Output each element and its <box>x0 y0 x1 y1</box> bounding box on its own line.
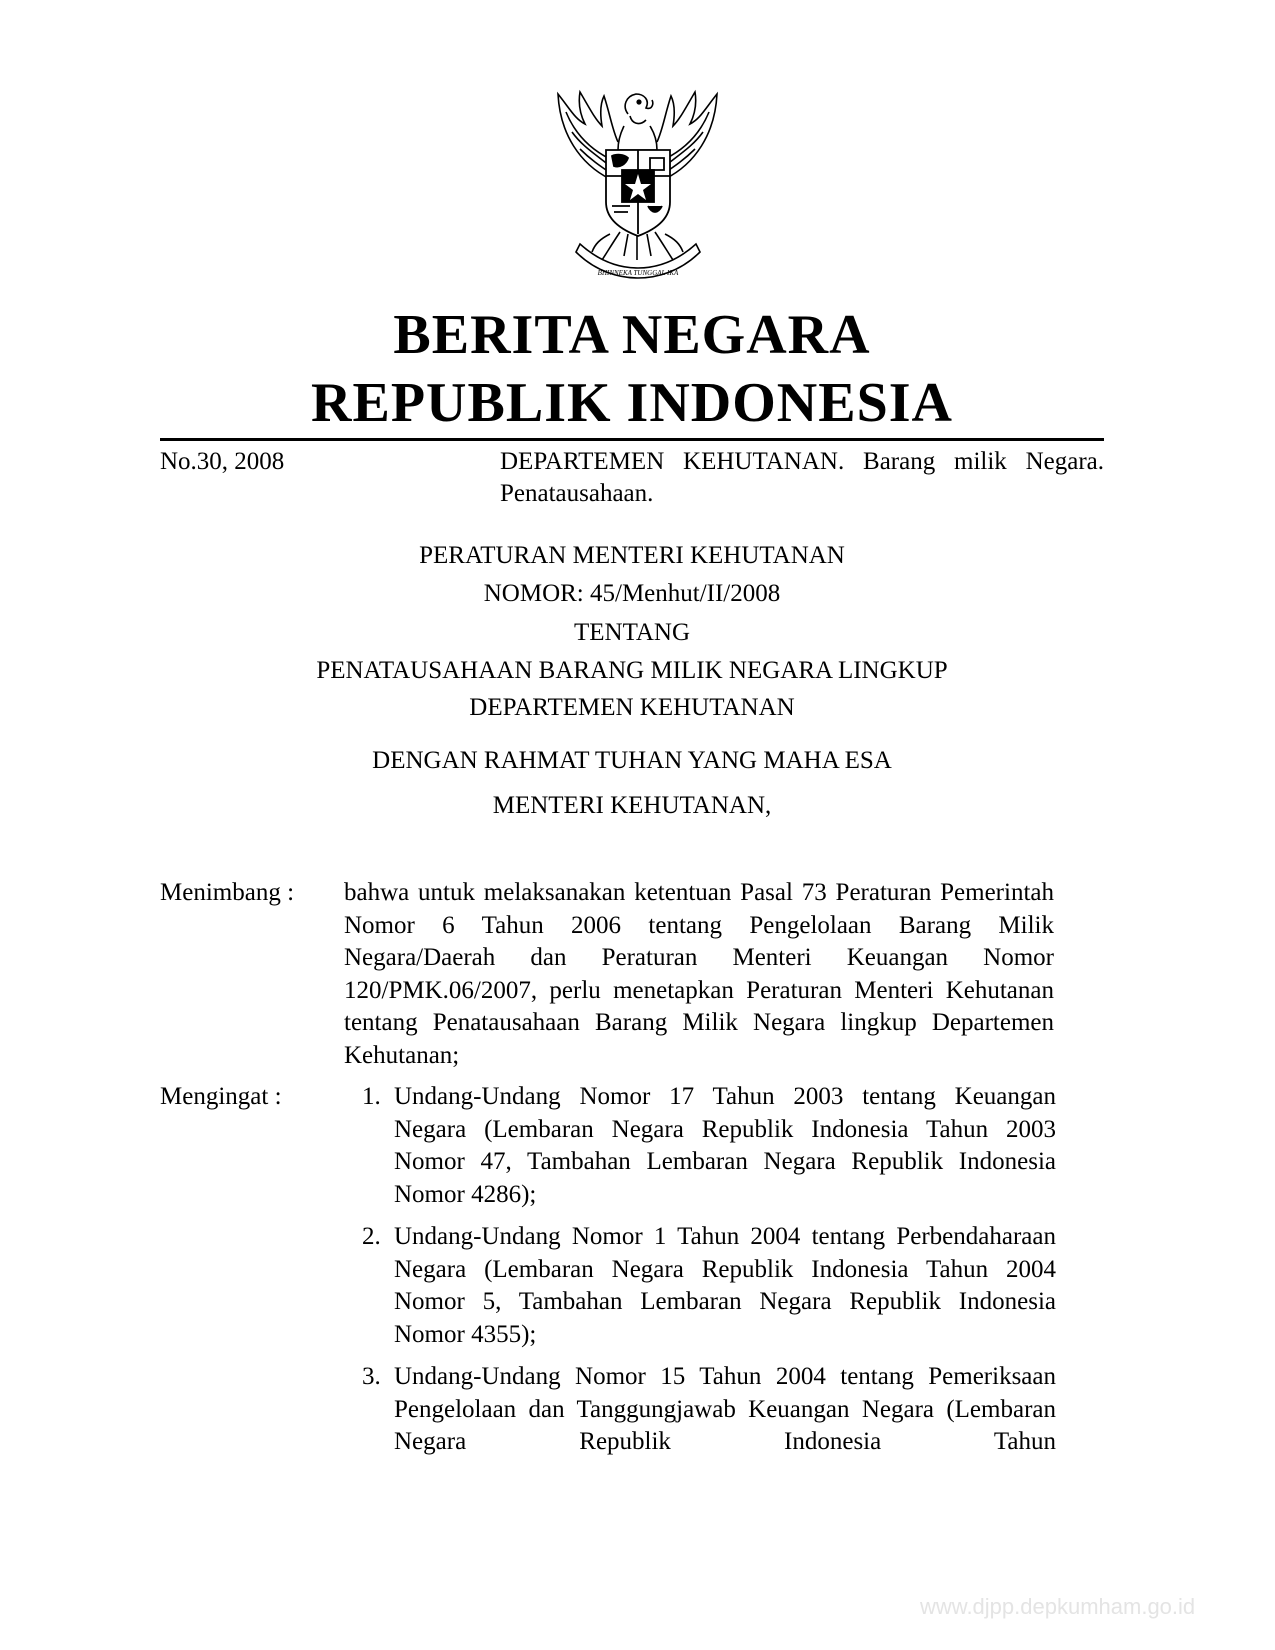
preamble-line-1: DENGAN RAHMAT TUHAN YANG MAHA ESA <box>372 747 892 774</box>
garuda-emblem-icon <box>540 84 735 284</box>
issue-number: No.30, 2008 <box>160 448 285 475</box>
regulation-number: NOMOR: 45/Menhut/II/2008 <box>483 580 781 607</box>
emblem-motto: BHINNEKA TUNGGAL IKA <box>597 269 679 277</box>
regulation-subject-line-2: DEPARTEMEN KEHUTANAN <box>469 694 795 721</box>
regulation-tentang: TENTANG <box>573 619 691 646</box>
mengingat-label: Mengingat : <box>160 1083 282 1110</box>
watermark-url: www.djpp.depkumham.go.id <box>920 1594 1196 1619</box>
menimbang-text: bahwa untuk melaksanakan ketentuan Pasal 73 Peraturan Pemerintah Nomor 6 Tahun 2006 tentang Pengelolaan Barang Milik Negara/Daerah dan Peraturan Menteri Keuangan Nomor 120/PMK.06/2007, perlu menetapkan Peraturan Menteri Kehutanan tentang Penatausahaan Barang Milik Negara lingkup Departemen Kehutanan; <box>344 879 1054 1069</box>
masthead-line-2: REPUBLIK INDONESIA <box>311 372 953 434</box>
issue-subject: DEPARTEMEN KEHUTANAN. Barang milik Negara. Penatausahaan. <box>500 448 1104 507</box>
preamble-line-2: MENTERI KEHUTANAN, <box>492 792 772 819</box>
regulation-title-line-1: PERATURAN MENTERI KEHUTANAN <box>419 542 845 569</box>
mengingat-item-number: 3. <box>362 1363 381 1390</box>
masthead-line-1: BERITA NEGARA <box>393 304 871 366</box>
mengingat-item-text: Undang-Undang Nomor 15 Tahun 2004 tentang Pemeriksaan Pengelolaan dan Tanggungjawab Keuangan Negara (Lembaran Negara Republik Indonesia Tahun <box>394 1363 1056 1455</box>
mengingat-item-text: Undang-Undang Nomor 17 Tahun 2003 tentang Keuangan Negara (Lembaran Negara Republik Indonesia Tahun 2003 Nomor 47, Tambahan Lembaran Negara Republik Indonesia Nomor 4286); <box>394 1083 1056 1208</box>
masthead-divider <box>160 438 1104 441</box>
mengingat-item-number: 1. <box>362 1083 381 1110</box>
menimbang-label: Menimbang : <box>160 879 295 906</box>
mengingat-item-number: 2. <box>362 1223 381 1250</box>
mengingat-item-text: Undang-Undang Nomor 1 Tahun 2004 tentang Perbendaharaan Negara (Lembaran Negara Republik Indonesia Tahun 2004 Nomor 5, Tambahan Lembaran Negara Republik Indonesia Nomor 4355); <box>394 1223 1056 1348</box>
regulation-subject-line-1: PENATAUSAHAAN BARANG MILIK NEGARA LINGKUP <box>316 657 948 684</box>
